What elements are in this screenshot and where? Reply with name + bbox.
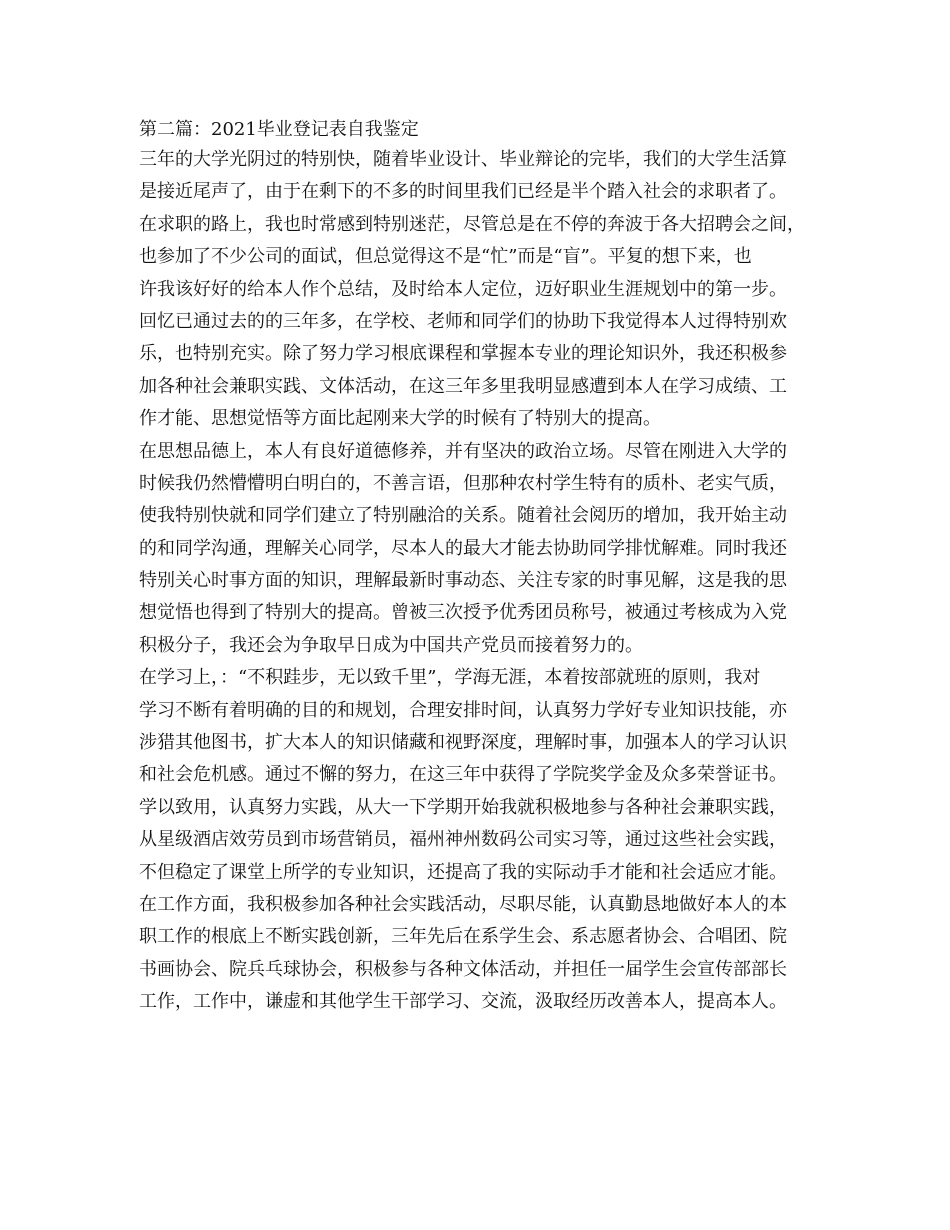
text-line: 涉猎其他图书，扩大本人的知识储藏和视野深度，理解时事，加强本人的学习认识: [139, 732, 787, 754]
text-line: 在工作方面，我积极参加各种社会实践活动，尽职尽能，认真勤恳地做好本人的本: [139, 893, 787, 915]
text-line: 不但稳定了课堂上所学的专业知识，还提高了我的实际动手才能和社会适应才能。: [139, 861, 787, 883]
text-line: 职工作的根底上不断实践创新，三年先后在系学生会、系志愿者协会、合唱团、院: [139, 926, 787, 948]
text-line: 在思想品德上，本人有良好道德修养，并有坚决的政治立场。尽管在刚进入大学的: [139, 440, 787, 462]
text-line: 的和同学沟通，理解关心同学，尽本人的最大才能去协助同学排忧解难。同时我还: [139, 537, 787, 559]
paragraph-5: [139, 662, 819, 792]
paragraph-2: [139, 209, 819, 306]
text-line: 三年的大学光阴过的特别快，随着毕业设计、毕业辩论的完毕，我们的大学生活算: [139, 149, 787, 170]
text-line: 时候我仍然懵懵明白明白的，不善言语，但那种农村学生特有的质朴、老实气质，: [139, 472, 787, 494]
text-line: 在学习上，：“不积跬步，无以致千里”，学海无涯，本着按部就班的原则，我对: [139, 667, 761, 689]
paragraph-3: [139, 306, 819, 436]
text-line: 从星级酒店效劳员到市场营销员，福州神州数码公司实习等，通过这些社会实践，: [139, 829, 787, 851]
paragraph-1: [139, 144, 819, 209]
document-title: 第二篇：2021毕业登记表自我鉴定: [139, 119, 419, 140]
text-line: 乐，也特别充实。除了努力学习根底课程和掌握本专业的理论知识外，我还积极参: [139, 343, 787, 365]
paragraph-4: [139, 436, 819, 663]
document-body: [139, 116, 819, 1019]
text-line: 作才能、思想觉悟等方面比起刚来大学的时候有了特别大的提高。: [139, 408, 661, 430]
paragraph-6: [139, 792, 819, 889]
text-line: 工作，工作中，谦虚和其他学生干部学习、交流，汲取经历改善本人，提高本人。: [139, 991, 787, 1013]
text-line: 学习不断有着明确的目的和规划，合理安排时间，认真努力学好专业知识技能，亦: [139, 699, 787, 721]
text-line: 回忆已通过去的的三年多，在学校、老师和同学们的协助下我觉得本人过得特别欢: [139, 310, 787, 332]
text-line: 也参加了不少公司的面试，但总觉得这不是“忙”而是“盲”。平复的想下来，也: [139, 246, 752, 268]
text-line: 积极分子，我还会为争取早日成为中国共产党员而接着努力的。: [139, 634, 643, 656]
text-line: 特别关心时事方面的知识，理解最新时事动态、关注专家的时事见解，这是我的思: [139, 570, 787, 592]
text-line: 书画协会、院兵乓球协会，积极参与各种文体活动，并担任一届学生会宣传部部长: [139, 958, 787, 980]
text-line: 使我特别快就和同学们建立了特别融洽的关系。随着社会阅历的增加，我开始主动: [139, 505, 787, 527]
text-line: 是接近尾声了，由于在剩下的不多的时间里我们已经是半个踏入社会的求职者了。: [139, 181, 787, 203]
text-line: 许我该好好的给本人作个总结，及时给本人定位，迈好职业生涯规划中的第一步。: [139, 278, 787, 300]
text-line: 想觉悟也得到了特别大的提高。曾被三次授予优秀团员称号，被通过考核成为入党: [139, 602, 787, 624]
paragraph-7: [139, 889, 819, 1019]
text-line: 加各种社会兼职实践、文体活动，在这三年多里我明显感遭到本人在学习成绩、工: [139, 375, 787, 397]
text-line: 和社会危机感。通过不懈的努力，在这三年中获得了学院奖学金及众多荣誉证书。: [139, 764, 787, 786]
text-line: 学以致用，认真努力实践，从大一下学期开始我就积极地参与各种社会兼职实践，: [139, 796, 787, 818]
text-line: 在求职的路上，我也时常感到特别迷茫，尽管总是在不停的奔波于各大招聘会之间，: [139, 213, 805, 235]
